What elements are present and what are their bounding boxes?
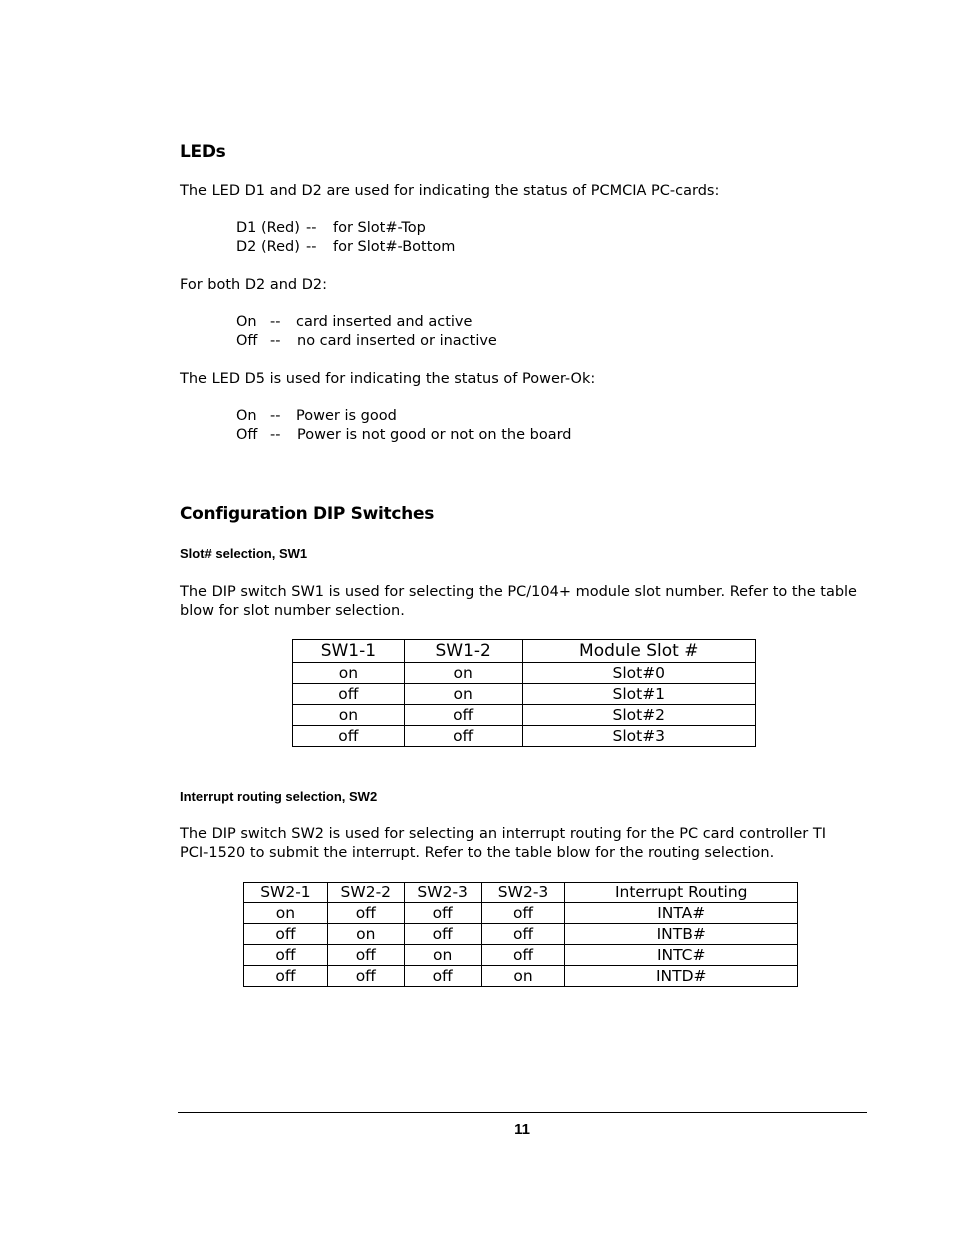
table-cell: off [404,924,481,945]
header-cell: SW2-2 [327,883,404,903]
table-cell: on [404,663,522,684]
separator: -- [306,239,317,255]
table-cell: Slot#0 [522,663,755,684]
separator: -- [270,314,281,330]
state-desc: card inserted and active [296,314,473,330]
sw1-text: The DIP switch SW1 is used for selecting the PC/104+ module slot number. Refer to the table blow for slot number selection. [180,584,857,619]
separator: -- [270,333,281,349]
table-cell: off [244,924,328,945]
header-cell: SW2-3 [481,883,565,903]
table-row [293,663,756,684]
state-label: Off [236,333,258,349]
table-cell: off [293,684,405,705]
table-row [244,903,798,924]
table-row [293,684,756,705]
table-cell: on [404,945,481,966]
table-cell: on [327,924,404,945]
table-header-row [244,883,798,903]
table-cell: off [327,945,404,966]
state-label: On [236,314,257,330]
led-desc: for Slot#-Bottom [333,239,456,255]
table-cell: off [404,726,522,747]
table-row [244,924,798,945]
table-cell: INTC# [565,945,798,966]
leds-intro: The LED D1 and D2 are used for indicating the status of PCMCIA PC-cards: [180,183,720,199]
sw2-subheading: Interrupt routing selection, SW2 [180,789,378,804]
d5-intro: The LED D5 is used for indicating the status of Power-Ok: [180,371,596,387]
table-cell: on [404,684,522,705]
sw1-subheading: Slot# selection, SW1 [180,546,308,561]
power-state-row [236,426,572,502]
leds-heading: LEDs [180,142,226,162]
sw2-text: The DIP switch SW2 is used for selecting an interrupt routing for the PC card controller TI PCI-1520 to submit the interrupt. Refer to the table blow for the routing selection. [180,826,826,861]
header-cell: SW2-1 [244,883,328,903]
separator: -- [270,408,281,424]
led-name: D2 (Red) [236,239,300,255]
state-desc: no card inserted or inactive [297,333,497,349]
led-name: D1 (Red) [236,220,300,236]
table-cell: Slot#2 [522,705,755,726]
header-cell: SW1-2 [404,640,522,663]
state-desc: Power is not good or not on the board [297,427,572,443]
table-cell: on [293,705,405,726]
table-cell: off [404,966,481,987]
table-cell: off [244,945,328,966]
table-cell: Slot#3 [522,726,755,747]
header-cell: Module Slot # [522,640,755,663]
both-leds-label: For both D2 and D2: [180,277,327,293]
header-cell: SW1-1 [293,640,405,663]
table-cell: off [293,726,405,747]
table-cell: Slot#1 [522,684,755,705]
table-cell: off [481,903,565,924]
footer-divider [178,1112,867,1113]
dip-heading: Configuration DIP Switches [180,504,435,524]
table-cell: off [327,966,404,987]
table-cell: INTA# [565,903,798,924]
table-cell: on [293,663,405,684]
table-row [293,726,756,747]
state-label: Off [236,427,258,443]
table-cell: off [481,924,565,945]
state-desc: Power is good [296,408,397,424]
page-number: 11 [514,1121,530,1138]
table-cell: on [481,966,565,987]
table-cell: INTD# [565,966,798,987]
header-cell: SW2-3 [404,883,481,903]
led-desc: for Slot#-Top [333,220,426,236]
table-cell: off [481,945,565,966]
table-row [244,966,798,987]
table-cell: INTB# [565,924,798,945]
table-cell: off [244,966,328,987]
table-cell: off [404,903,481,924]
table-row [244,945,798,966]
table-cell: off [404,705,522,726]
table-row [293,705,756,726]
separator: -- [306,220,317,236]
sw2-table [243,882,798,987]
state-label: On [236,408,257,424]
table-cell: on [244,903,328,924]
table-cell: off [327,903,404,924]
table-header-row [293,640,756,663]
sw1-table [292,639,756,747]
header-cell: Interrupt Routing [565,883,798,903]
separator: -- [270,427,281,443]
